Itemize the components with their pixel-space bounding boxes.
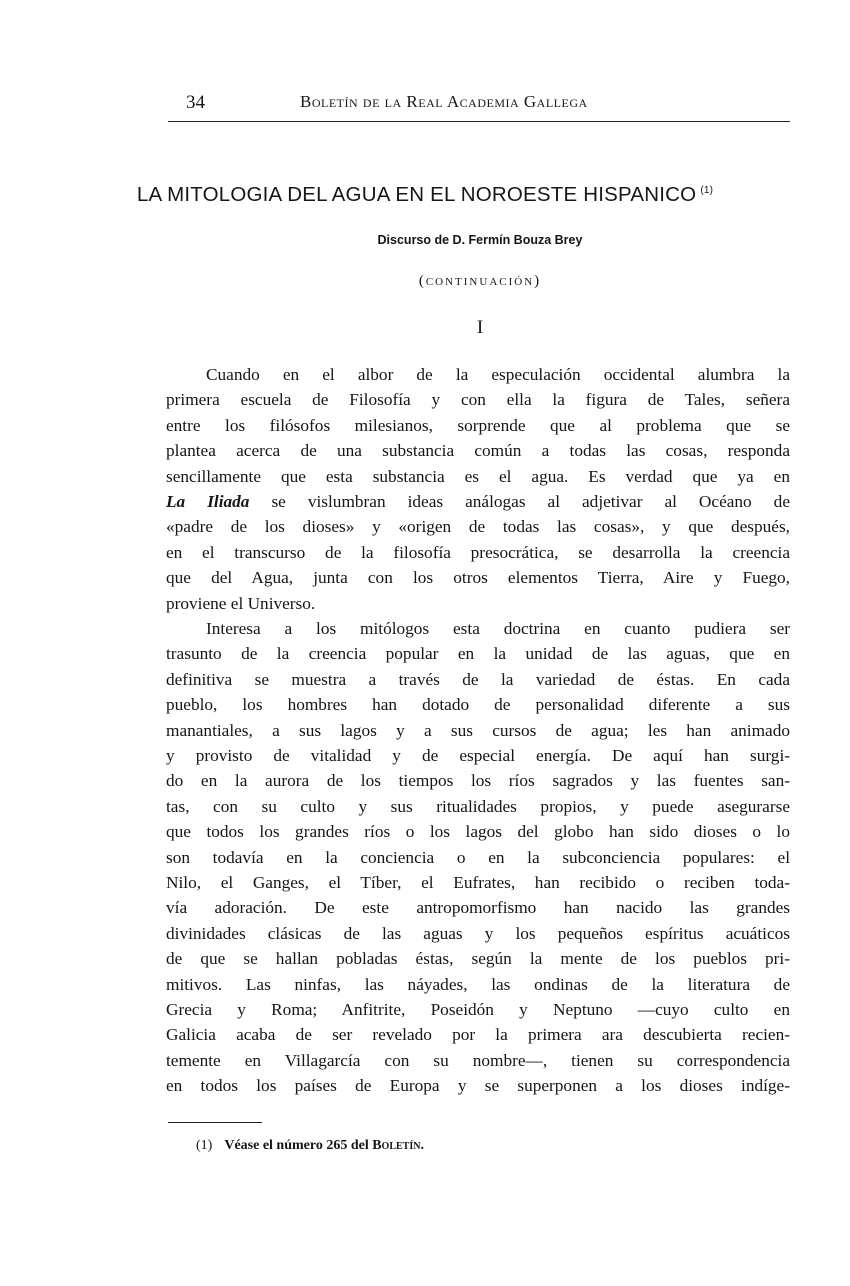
body-line: Galicia acaba de ser revelado por la primera ara descubierta recien- bbox=[166, 1025, 790, 1045]
body-line: La Iliada se vislumbran ideas análogas al adjetivar al Océano de bbox=[166, 492, 790, 511]
body-line: temente en Villagarcía con su nombre—, tienen su correspondencia bbox=[166, 1050, 790, 1070]
body-line: «padre de los dioses» y «origen de todas las cosas», y que después, bbox=[166, 517, 790, 537]
footnote bbox=[196, 1138, 424, 1154]
body-line: Interesa a los mitólogos esta doctrina en cuanto pudiera ser bbox=[206, 619, 790, 638]
body-line: y provisto de vitalidad y de especial energía. De aquí han surgi- bbox=[166, 746, 790, 765]
body-line: de que se hallan pobladas éstas, según la mente de los pueblos pri- bbox=[166, 949, 790, 969]
page-number: 34 bbox=[186, 92, 205, 113]
body-line: en todos los países de Europa y se superponen a los dioses indíge- bbox=[166, 1076, 790, 1096]
body-line: Grecia y Roma; Anfitrite, Poseidón y Neptuno —cuyo culto en bbox=[166, 1000, 790, 1019]
body-line: trasunto de la creencia popular en la unidad de las aguas, que en bbox=[166, 644, 790, 664]
title-footnote-marker: (1) bbox=[700, 185, 714, 196]
footnote-ref: Boletín. bbox=[372, 1138, 424, 1153]
body-line: definitiva se muestra a través de la variedad de éstas. En cada bbox=[166, 669, 790, 689]
body-line: en el transcurso de la filosofía presocrática, se desarrolla la creencia bbox=[166, 542, 790, 562]
running-header: Boletín de la Real Academia Gallega bbox=[300, 92, 588, 111]
section-number: I bbox=[476, 317, 484, 338]
book-title: La Iliada bbox=[166, 492, 250, 511]
body-line: mitivos. Las ninfas, las náyades, las ondinas de la literatura de bbox=[166, 974, 790, 994]
body-line: Nilo, el Ganges, el Tíber, el Eufrates, han recibido o reciben toda- bbox=[166, 873, 790, 892]
body-line: primera escuela de Filosofía y con ella la figura de Tales, señera bbox=[166, 390, 790, 410]
body-line: que del Agua, junta con los otros elementos Tierra, Aire y Fuego, bbox=[166, 568, 790, 588]
body-line: pueblo, los hombres han dotado de personalidad diferente a sus bbox=[166, 695, 790, 715]
body-line: vía adoración. De este antropomorfismo han nacido las grandes bbox=[166, 898, 790, 918]
body-line: manantiales, a sus lagos y a sus cursos de agua; les han animado bbox=[166, 720, 790, 740]
footnote-text: Véase el número 265 del bbox=[224, 1138, 369, 1153]
body-line: sencillamente que esta substancia es el agua. Es verdad que ya en bbox=[166, 466, 790, 486]
body-line: plantea acerca de una substancia común a todas las cosas, responda bbox=[166, 441, 790, 461]
body-line: proviene el Universo. bbox=[166, 593, 316, 613]
continuation-label: (continuación) bbox=[418, 273, 542, 289]
article-title-text: LA MITOLOGIA DEL AGUA EN EL NOROESTE HISPANICO bbox=[136, 183, 697, 206]
body-line: Cuando en el albor de la especulación occidental alumbra la bbox=[206, 365, 790, 384]
header-rule bbox=[168, 121, 790, 122]
footnote-marker: (1) bbox=[196, 1138, 213, 1153]
body-line: tas, con su culto y sus ritualidades propios, y puede asegurarse bbox=[166, 796, 790, 816]
body-line: que todos los grandes ríos o los lagos del globo han sido dioses o lo bbox=[166, 822, 790, 842]
body-line: entre los filósofos milesianos, sorprende que al problema que se bbox=[166, 415, 790, 435]
body-line: divinidades clásicas de las aguas y los pequeños espíritus acuáticos bbox=[166, 923, 790, 943]
body-line: son todavía en la conciencia o en la subconciencia populares: el bbox=[166, 847, 790, 867]
article-subtitle: Discurso de D. Fermín Bouza Brey bbox=[377, 233, 583, 247]
body-line: do en la aurora de los tiempos los ríos sagrados y las fuentes san- bbox=[166, 771, 790, 791]
footnote-rule bbox=[168, 1122, 262, 1123]
article-title bbox=[0, 183, 850, 207]
